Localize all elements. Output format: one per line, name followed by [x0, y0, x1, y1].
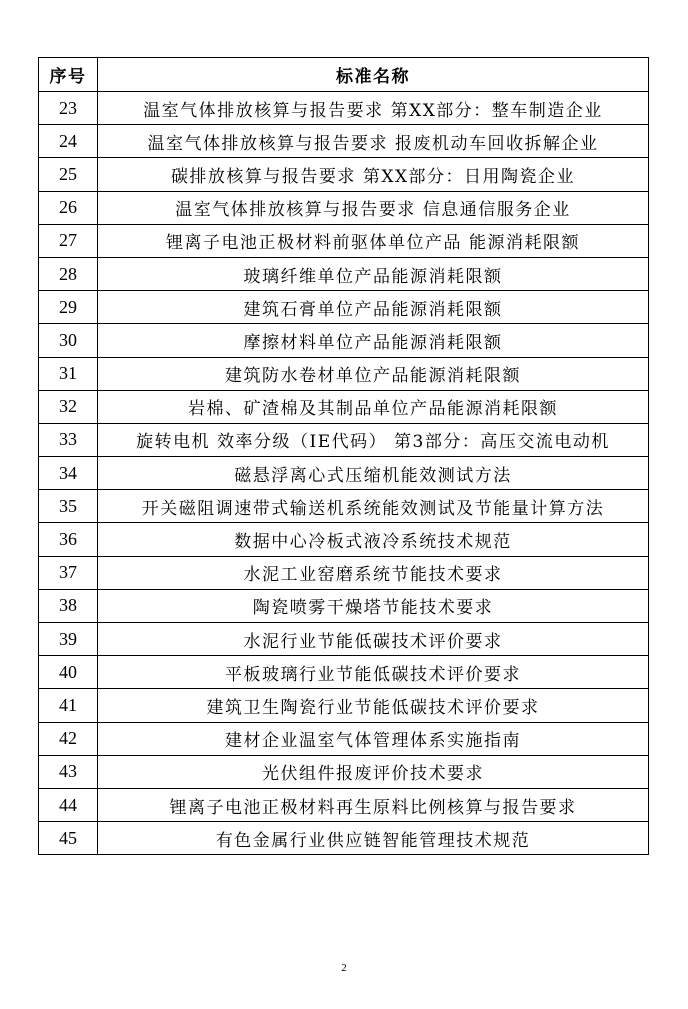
table-row	[39, 457, 649, 490]
table-row	[39, 324, 649, 357]
serial-number-cell: 27	[39, 224, 98, 257]
serial-number-cell: 24	[39, 125, 98, 158]
table-row	[39, 224, 649, 257]
table-row	[39, 291, 649, 324]
table-row	[39, 490, 649, 523]
standard-name-cell: 碳排放核算与报告要求 第XX部分：日用陶瓷企业	[98, 158, 649, 191]
serial-number-cell: 37	[39, 556, 98, 589]
serial-number-cell: 44	[39, 788, 98, 821]
serial-number-cell: 45	[39, 822, 98, 855]
table-row	[39, 92, 649, 125]
standard-name-cell: 温室气体排放核算与报告要求 第XX部分：整车制造企业	[98, 92, 649, 125]
standard-name-cell: 数据中心冷板式液冷系统技术规范	[98, 523, 649, 556]
table-row	[39, 390, 649, 423]
serial-number-cell: 42	[39, 722, 98, 755]
table-row	[39, 423, 649, 456]
standard-name-cell: 锂离子电池正极材料前驱体单位产品 能源消耗限额	[98, 224, 649, 257]
standards-table-container	[38, 57, 648, 855]
serial-number-cell: 36	[39, 523, 98, 556]
serial-number-cell: 38	[39, 589, 98, 622]
page-number: 2	[341, 962, 347, 974]
serial-number-cell: 32	[39, 390, 98, 423]
serial-number-cell: 25	[39, 158, 98, 191]
serial-number-cell: 41	[39, 689, 98, 722]
standard-name-cell: 温室气体排放核算与报告要求 报废机动车回收拆解企业	[98, 125, 649, 158]
serial-number-cell: 35	[39, 490, 98, 523]
serial-number-cell: 31	[39, 357, 98, 390]
table-row	[39, 788, 649, 821]
serial-number-cell: 23	[39, 92, 98, 125]
table-row	[39, 357, 649, 390]
table-row	[39, 158, 649, 191]
standard-name-cell: 水泥工业窑磨系统节能技术要求	[98, 556, 649, 589]
standard-name-cell: 平板玻璃行业节能低碳技术评价要求	[98, 656, 649, 689]
table-row	[39, 722, 649, 755]
header-standard-name: 标准名称	[98, 58, 649, 92]
standard-name-cell: 水泥行业节能低碳技术评价要求	[98, 623, 649, 656]
table-row	[39, 257, 649, 290]
table-header-row	[39, 58, 649, 92]
table-row	[39, 556, 649, 589]
standard-name-cell: 有色金属行业供应链智能管理技术规范	[98, 822, 649, 855]
table-row	[39, 822, 649, 855]
serial-number-cell: 40	[39, 656, 98, 689]
table-body	[39, 92, 649, 855]
standard-name-cell: 玻璃纤维单位产品能源消耗限额	[98, 257, 649, 290]
serial-number-cell: 28	[39, 257, 98, 290]
serial-number-cell: 30	[39, 324, 98, 357]
standard-name-cell: 建材企业温室气体管理体系实施指南	[98, 722, 649, 755]
header-serial-number: 序号	[39, 58, 98, 92]
standard-name-cell: 开关磁阻调速带式输送机系统能效测试及节能量计算方法	[98, 490, 649, 523]
table-row	[39, 656, 649, 689]
standard-name-cell: 磁悬浮离心式压缩机能效测试方法	[98, 457, 649, 490]
serial-number-cell: 34	[39, 457, 98, 490]
table-row	[39, 125, 649, 158]
standard-name-cell: 光伏组件报废评价技术要求	[98, 755, 649, 788]
standard-name-cell: 锂离子电池正极材料再生原料比例核算与报告要求	[98, 788, 649, 821]
table-row	[39, 689, 649, 722]
table-row	[39, 523, 649, 556]
table-row	[39, 589, 649, 622]
standard-name-cell: 陶瓷喷雾干燥塔节能技术要求	[98, 589, 649, 622]
serial-number-cell: 43	[39, 755, 98, 788]
table-row	[39, 755, 649, 788]
standard-name-cell: 建筑石膏单位产品能源消耗限额	[98, 291, 649, 324]
table-row	[39, 191, 649, 224]
standard-name-cell: 岩棉、矿渣棉及其制品单位产品能源消耗限额	[98, 390, 649, 423]
serial-number-cell: 39	[39, 623, 98, 656]
standard-name-cell: 建筑卫生陶瓷行业节能低碳技术评价要求	[98, 689, 649, 722]
standards-table	[38, 57, 649, 855]
standard-name-cell: 旋转电机 效率分级（IE代码） 第3部分：高压交流电动机	[98, 423, 649, 456]
standard-name-cell: 建筑防水卷材单位产品能源消耗限额	[98, 357, 649, 390]
serial-number-cell: 33	[39, 423, 98, 456]
standard-name-cell: 摩擦材料单位产品能源消耗限额	[98, 324, 649, 357]
standard-name-cell: 温室气体排放核算与报告要求 信息通信服务企业	[98, 191, 649, 224]
serial-number-cell: 26	[39, 191, 98, 224]
table-row	[39, 623, 649, 656]
serial-number-cell: 29	[39, 291, 98, 324]
